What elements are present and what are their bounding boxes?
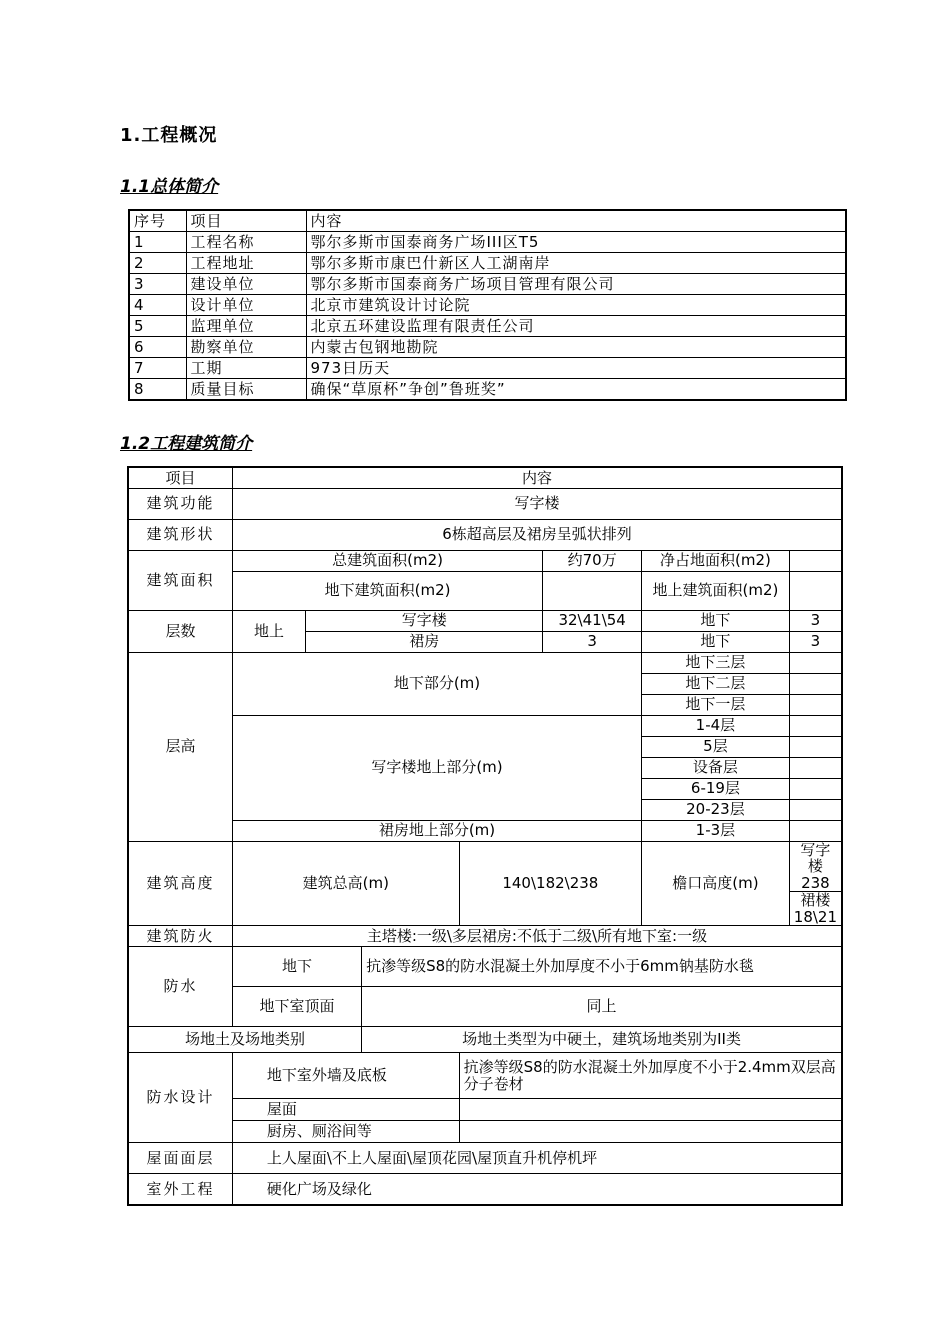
h-b1-value (789, 694, 842, 715)
table-row (129, 358, 846, 379)
h-b2-value (789, 673, 842, 694)
table-cell: 鄂尔多斯市康巴什新区人工湖南岸 (306, 253, 846, 274)
area-net-value (789, 550, 842, 571)
floors-under-value-2: 3 (789, 631, 842, 652)
func-label: 建筑功能 (128, 488, 232, 519)
header-content: 内容 (232, 467, 842, 488)
table-cell: 6 (129, 337, 186, 358)
h-b1: 地下一层 (642, 694, 790, 715)
height-label: 层高 (128, 652, 232, 841)
table-cell: 4 (129, 295, 186, 316)
wp-label: 防水 (128, 947, 232, 1027)
area-total-label: 总建筑面积(m2) (232, 550, 542, 571)
table-row (129, 253, 846, 274)
area-above-label: 地上建筑面积(m2) (642, 571, 790, 610)
fire-label: 建筑防火 (128, 926, 232, 947)
rf-value: 上人屋面\不上人屋面\屋顶花园\屋顶直升机停机坪 (232, 1143, 842, 1174)
area-under-value (543, 571, 642, 610)
h-office-part: 写字楼地上部分(m) (232, 715, 641, 820)
floors-podium-label: 裙房 (306, 631, 543, 652)
floors-label: 层数 (128, 610, 232, 652)
table-cell: 质量目标 (186, 379, 306, 401)
table-row (129, 337, 846, 358)
h-equip: 设备层 (642, 757, 790, 778)
overview-header-cell: 项目 (186, 210, 306, 232)
table-row (129, 274, 846, 295)
h-20-23: 20-23层 (642, 799, 790, 820)
h-5-value (789, 736, 842, 757)
h-1-3-value (789, 820, 842, 841)
wpd-label: 防水设计 (128, 1053, 232, 1143)
table-cell: 北京五环建设监理有限责任公司 (306, 316, 846, 337)
shape-label: 建筑形状 (128, 519, 232, 550)
bh-label: 建筑高度 (128, 841, 232, 926)
wpd-roof-label: 屋面 (232, 1099, 459, 1121)
table-cell: 鄂尔多斯市国泰商务广场项目管理有限公司 (306, 274, 846, 295)
floors-office-label: 写字楼 (306, 610, 543, 631)
table-cell: 973日历天 (306, 358, 846, 379)
table-cell: 工程名称 (186, 232, 306, 253)
table-cell: 内蒙古包钢地勘院 (306, 337, 846, 358)
overview-header-row (129, 210, 846, 232)
out-value: 硬化广场及绿化 (232, 1174, 842, 1205)
bh-total-label: 建筑总高(m) (232, 841, 459, 926)
wpd-kitchen-label: 厨房、厕浴间等 (232, 1121, 459, 1143)
rf-label: 屋面面层 (128, 1143, 232, 1174)
wpd-roof-value (459, 1099, 842, 1121)
wp-under-value: 抗渗等级S8的防水混凝土外加厚度不小于6mm钠基防水毯 (362, 947, 842, 987)
table-cell: 确保“草原杯”争创”鲁班奖” (306, 379, 846, 401)
shape-value: 6栋超高层及裙房呈弧状排列 (232, 519, 842, 550)
header-item: 项目 (128, 467, 232, 488)
floors-above-label: 地上 (232, 610, 305, 652)
bh-podium: 裙楼18\21 (789, 892, 842, 926)
table-row (129, 316, 846, 337)
table-cell: 监理单位 (186, 316, 306, 337)
table-cell: 北京市建筑设计讨论院 (306, 295, 846, 316)
h-6-19-value (789, 778, 842, 799)
fire-value: 主塔楼:一级\多层裙房:不低于二级\所有地下室:一级 (232, 926, 842, 947)
h-1-4: 1-4层 (642, 715, 790, 736)
site-value: 场地土类型为中硬土，建筑场地类别为II类 (362, 1027, 842, 1053)
area-label: 建筑面积 (128, 550, 232, 610)
table-row (129, 295, 846, 316)
bh-office: 写字楼238 (789, 841, 842, 892)
table-cell: 勘察单位 (186, 337, 306, 358)
table-cell: 2 (129, 253, 186, 274)
floors-under-value: 3 (789, 610, 842, 631)
table-cell: 7 (129, 358, 186, 379)
h-1-4-value (789, 715, 842, 736)
h-20-23-value (789, 799, 842, 820)
site-label: 场地土及场地类别 (128, 1027, 362, 1053)
wp-roof-label: 地下室顶面 (232, 987, 361, 1027)
building-table (127, 466, 843, 1206)
table-cell: 5 (129, 316, 186, 337)
area-above-value (789, 571, 842, 610)
wpd-kitchen-value (459, 1121, 842, 1143)
floors-office-value: 32\41\54 (543, 610, 642, 631)
floors-under-label: 地下 (642, 610, 790, 631)
table-cell: 设计单位 (186, 295, 306, 316)
out-label: 室外工程 (128, 1174, 232, 1205)
table-cell: 工程地址 (186, 253, 306, 274)
section-title-building: 1.2工程建筑简介 (120, 434, 253, 454)
table-cell: 3 (129, 274, 186, 295)
floors-under-label-2: 地下 (642, 631, 790, 652)
area-under-label: 地下建筑面积(m2) (232, 571, 542, 610)
table-cell: 8 (129, 379, 186, 401)
overview-header-cell: 序号 (129, 210, 186, 232)
page-heading: 1.工程概况 (120, 125, 218, 146)
table-cell: 工期 (186, 358, 306, 379)
h-b3: 地下三层 (642, 652, 790, 673)
h-6-19: 6-19层 (642, 778, 790, 799)
wp-roof-value: 同上 (362, 987, 842, 1027)
h-podium-part: 裙房地上部分(m) (232, 820, 641, 841)
table-row (129, 379, 846, 401)
table-cell: 1 (129, 232, 186, 253)
bh-eave-label: 檐口高度(m) (642, 841, 790, 926)
h-under-part: 地下部分(m) (232, 652, 641, 715)
table-cell: 鄂尔多斯市国泰商务广场III区T5 (306, 232, 846, 253)
area-net-label: 净占地面积(m2) (642, 550, 790, 571)
wpd-wall-label: 地下室外墙及底板 (232, 1053, 459, 1099)
overview-table (128, 209, 847, 401)
floors-podium-value: 3 (543, 631, 642, 652)
h-5: 5层 (642, 736, 790, 757)
bh-total-value: 140\182\238 (459, 841, 641, 926)
area-total-value: 约70万 (543, 550, 642, 571)
wpd-wall-value: 抗渗等级S8的防水混凝土外加厚度不小于2.4mm双层高分子卷材 (459, 1053, 842, 1099)
overview-header-cell: 内容 (306, 210, 846, 232)
h-b2: 地下二层 (642, 673, 790, 694)
h-equip-value (789, 757, 842, 778)
h-b3-value (789, 652, 842, 673)
table-row (129, 232, 846, 253)
wp-under-label: 地下 (232, 947, 361, 987)
table-cell: 建设单位 (186, 274, 306, 295)
section-title-overview: 1.1总体简介 (120, 177, 219, 197)
h-1-3: 1-3层 (642, 820, 790, 841)
func-value: 写字楼 (232, 488, 842, 519)
